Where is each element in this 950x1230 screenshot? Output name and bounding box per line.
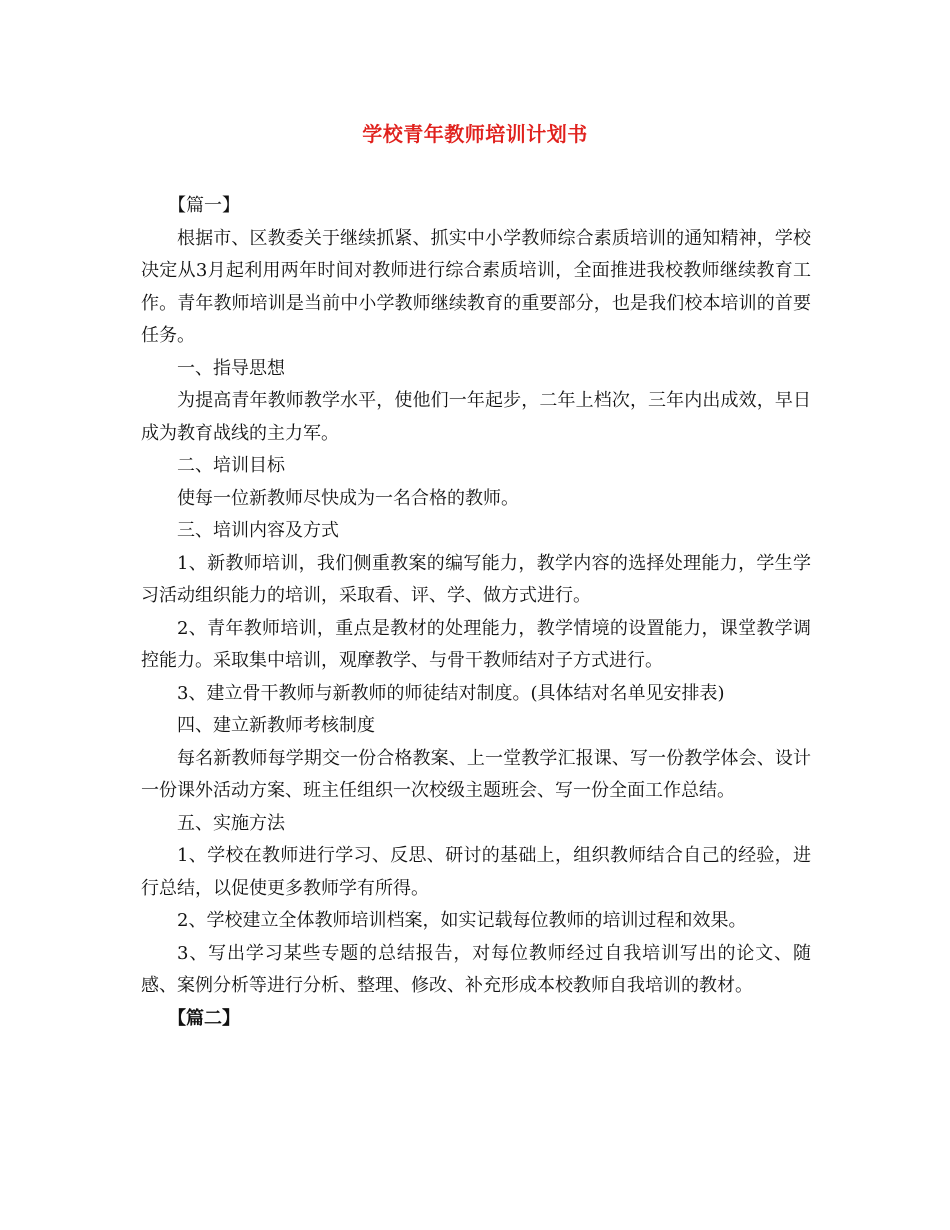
section-paragraph: 2、学校建立全体教师培训档案，如实记载每位教师的培训过程和效果。 — [177, 910, 747, 931]
part-one-label: 【篇一】 — [168, 195, 240, 216]
section-paragraph: 2、青年教师培训，重点是教材的处理能力，教学情境的设置能力，课堂教学调控能力。采取集中培训，观摩教学、与骨干教师结对子方式进行。 — [141, 617, 811, 671]
section-paragraph: 3、写出学习某些专题的总结报告，对每位教师经过自我培训写出的论文、随感、案例分析等进行分析、整理、修改、补充形成本校教师自我培训的教材。 — [141, 942, 811, 996]
section-heading-assessment-system: 四、建立新教师考核制度 — [177, 715, 375, 736]
section-heading-training-content: 三、培训内容及方式 — [177, 520, 339, 541]
section-paragraph: 3、建立骨干教师与新教师的师徒结对制度。(具体结对名单见安排表) — [177, 682, 725, 704]
section-paragraph: 1、新教师培训，我们侧重教案的编写能力，教学内容的选择处理能力，学生学习活动组织能力的培训，采取看、评、学、做方式进行。 — [141, 552, 811, 606]
section-heading-guiding-ideology: 一、指导思想 — [177, 357, 285, 379]
section-heading-training-goal: 二、培训目标 — [177, 455, 285, 476]
document-title: 学校青年教师培训计划书 — [362, 122, 588, 146]
section-heading-implementation: 五、实施方法 — [177, 812, 285, 834]
part-two-label: 【篇二】 — [168, 1007, 240, 1029]
section-paragraph: 1、学校在教师进行学习、反思、研讨的基础上，组织教师结合自己的经验，进行总结，以促使更多教师学有所得。 — [141, 845, 811, 899]
section-paragraph: 使每一位新教师尽快成为一名合格的教师。 — [177, 487, 519, 509]
document-body — [141, 190, 811, 1035]
section-paragraph: 为提高青年教师教学水平，使他们一年起步，二年上档次，三年内出成效，早日成为教育战线的主力军。 — [141, 390, 811, 444]
intro-paragraph: 根据市、区教委关于继续抓紧、抓实中小学教师综合素质培训的通知精神，学校决定从3月起利用两年时间对教师进行综合素质培训，全面推进我校教师继续教育工作。青年教师培训是当前中小学教师继续教育的重要部分，也是我们校本培训的首要任务。 — [141, 227, 811, 346]
section-paragraph: 每名新教师每学期交一份合格教案、上一堂教学汇报课、写一份教学体会、设计一份课外活动方案、班主任组织一次校级主题班会、写一份全面工作总结。 — [141, 747, 811, 801]
